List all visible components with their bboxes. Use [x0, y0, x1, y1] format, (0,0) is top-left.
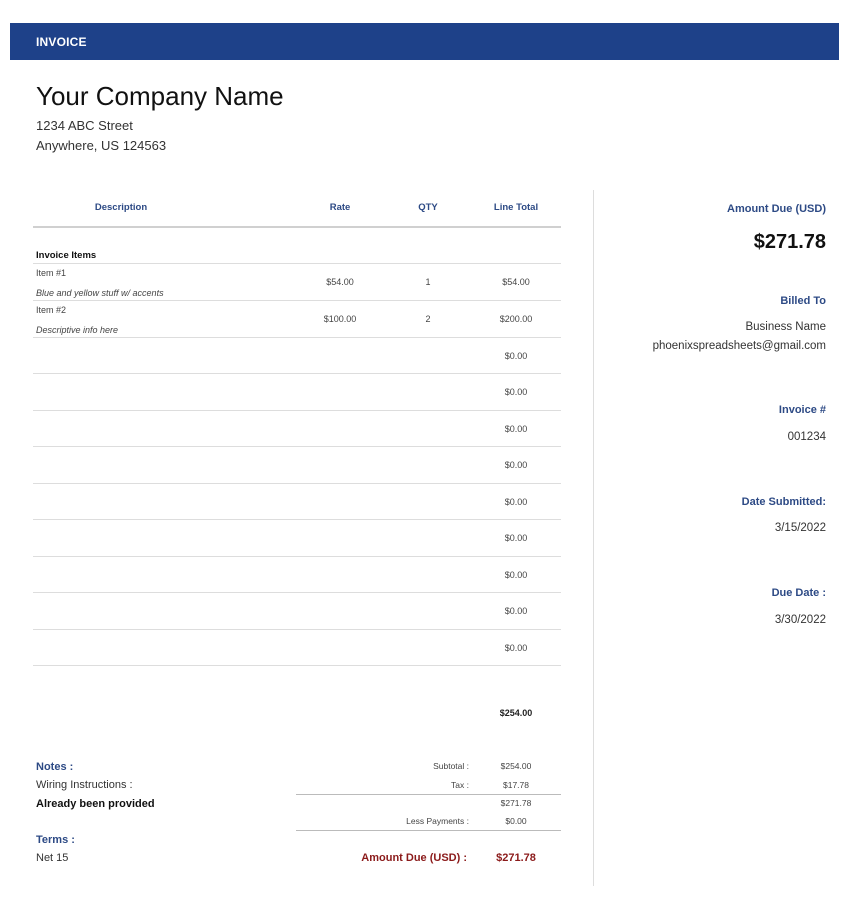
item-line-total: $200.00: [499, 314, 533, 324]
less-payments-value: $0.00: [505, 816, 527, 826]
tax-value: $17.78: [503, 780, 529, 790]
table-row: [33, 300, 561, 337]
billed-to-name: Business Name: [745, 321, 826, 333]
item-name: Item #2: [36, 305, 67, 315]
table-bottom-rule: [33, 665, 561, 666]
item-line-total: $0.00: [504, 606, 528, 616]
date-submitted: 3/15/2022: [774, 522, 826, 534]
tax-label: Tax :: [451, 780, 469, 790]
company-city: Anywhere, US 124563: [36, 138, 167, 153]
item-qty: 1: [425, 277, 431, 287]
table-row: [33, 446, 561, 483]
item-description: Descriptive info here: [36, 325, 119, 335]
billed-to-email: phoenixspreadsheets@gmail.com: [652, 340, 826, 352]
sidebar-amount-due-label: Amount Due (USD): [727, 203, 826, 215]
invoice-number: 001234: [787, 431, 826, 443]
table-row: [33, 337, 561, 374]
table-row: [33, 556, 561, 593]
col-description: Description: [94, 202, 148, 213]
table-row: [33, 483, 561, 520]
grand-total-value: $271.78: [500, 798, 532, 808]
table-row: [33, 263, 561, 300]
table-row: [33, 373, 561, 410]
table-row: [33, 519, 561, 556]
due-date-label: Due Date :: [771, 587, 826, 599]
item-line-total: $0.00: [504, 460, 528, 470]
items-sum-total: $254.00: [499, 708, 533, 718]
terms-value: Net 15: [36, 852, 69, 864]
amount-due-label: Amount Due (USD) :: [361, 852, 467, 864]
item-line-total: $0.00: [504, 643, 528, 653]
invoice-title: INVOICE: [36, 35, 87, 49]
date-submitted-label: Date Submitted:: [741, 496, 826, 508]
item-name: Item #1: [36, 268, 67, 278]
less-payments-label: Less Payments :: [406, 816, 469, 826]
header-rule: [33, 226, 561, 228]
item-line-total: $0.00: [504, 351, 528, 361]
item-line-total: $0.00: [504, 497, 528, 507]
company-street: 1234 ABC Street: [36, 118, 133, 133]
item-line-total: $0.00: [504, 533, 528, 543]
terms-label: Terms :: [36, 834, 75, 846]
totals-rule-2: [296, 830, 561, 831]
item-rate: $54.00: [326, 277, 354, 287]
table-row: [33, 629, 561, 666]
amount-due-value: $271.78: [496, 852, 536, 864]
col-rate: Rate: [329, 202, 351, 213]
invoice-number-label: Invoice #: [778, 404, 826, 416]
col-qty: QTY: [418, 202, 438, 213]
item-line-total: $0.00: [504, 570, 528, 580]
wiring-instructions: Wiring Instructions :: [36, 779, 133, 791]
invoice-header-bar: [10, 23, 839, 60]
billed-to-label: Billed To: [780, 295, 826, 307]
item-description: Blue and yellow stuff w/ accents: [36, 288, 164, 298]
notes-label: Notes :: [36, 761, 74, 773]
column-divider: [593, 190, 594, 886]
due-date: 3/30/2022: [774, 614, 826, 626]
sidebar-amount-due: $271.78: [753, 231, 826, 253]
subtotal-label: Subtotal :: [433, 761, 469, 771]
item-line-total: $0.00: [504, 387, 528, 397]
wiring-provided-note: Already been provided: [36, 798, 155, 810]
item-qty: 2: [425, 314, 431, 324]
subtotal-value: $254.00: [500, 761, 532, 771]
col-line-total: Line Total: [493, 202, 539, 213]
company-name: Your Company Name: [36, 81, 284, 111]
item-line-total: $0.00: [504, 424, 528, 434]
invoice-items-label: Invoice Items: [36, 250, 97, 261]
item-rate: $100.00: [323, 314, 357, 324]
table-row: [33, 410, 561, 447]
item-line-total: $54.00: [502, 277, 530, 287]
totals-rule-1: [296, 794, 561, 795]
table-row: [33, 592, 561, 629]
